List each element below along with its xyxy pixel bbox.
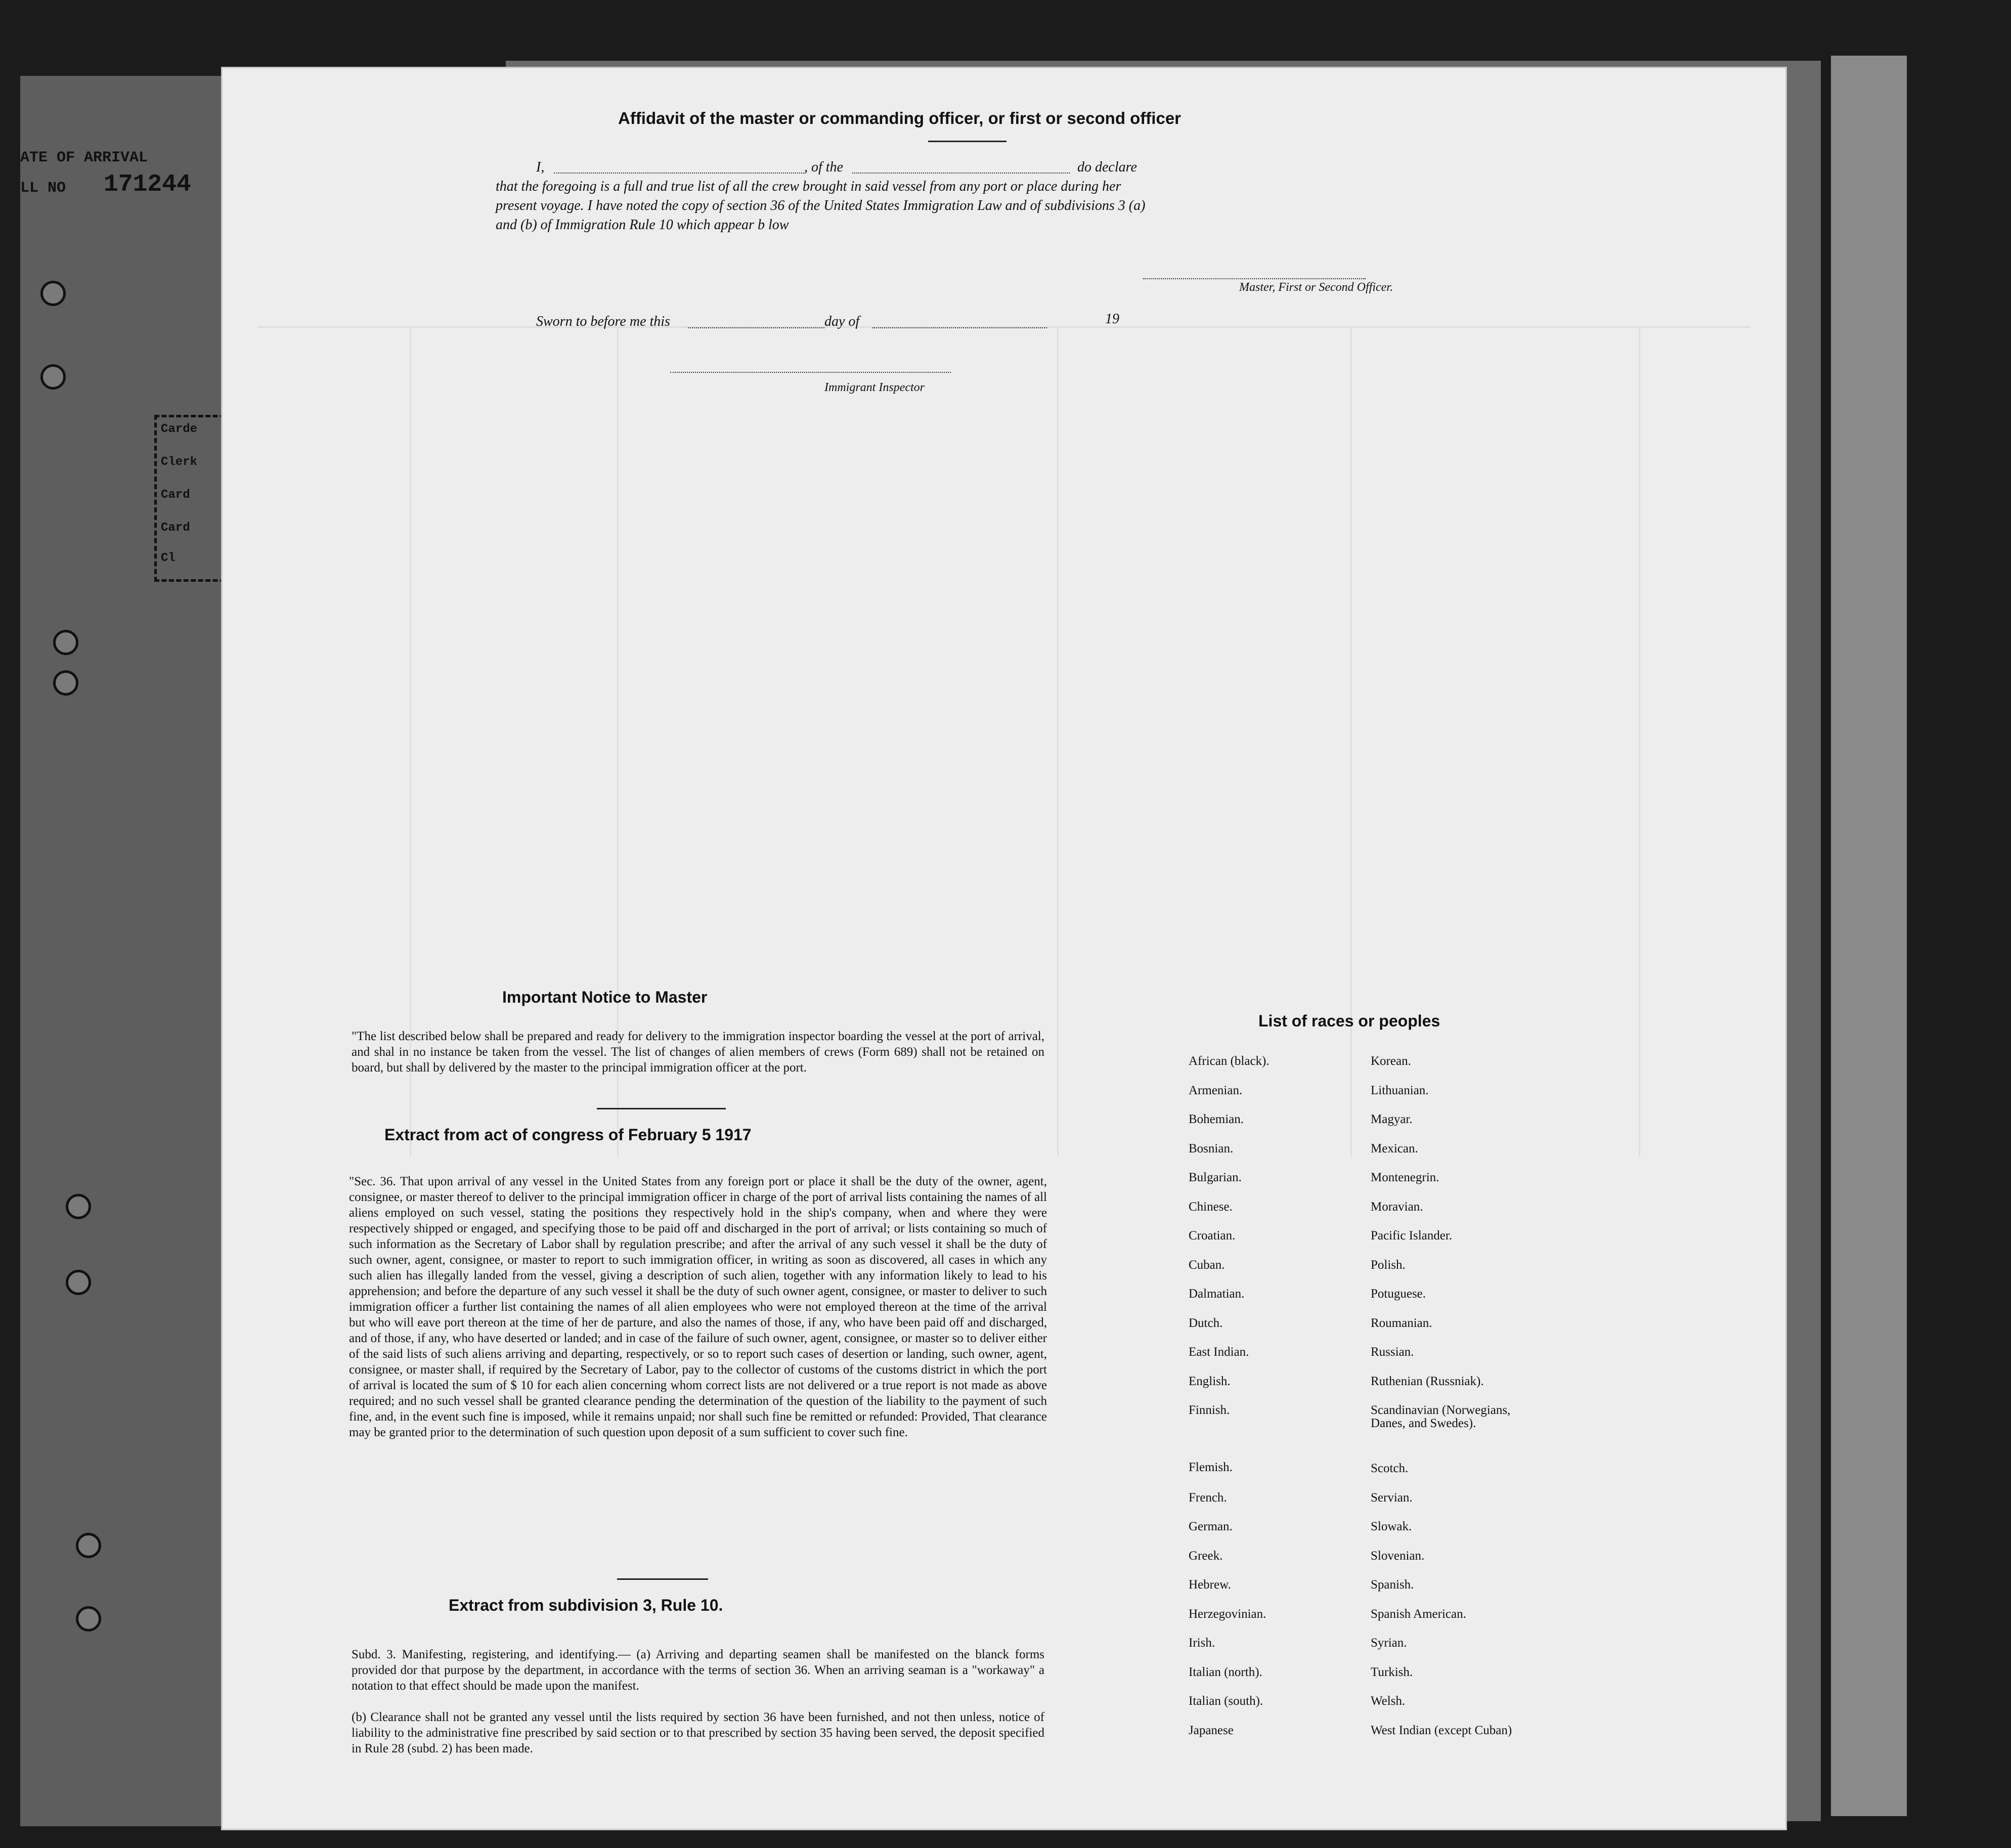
race-item: Chinese. — [1189, 1199, 1233, 1214]
sworn-prefix: Sworn to before me this — [536, 314, 670, 329]
extract-rule-para-a: Subd. 3. Manifesting, registering, and identifying.— (a) Arriving and departing seamen shall be manifested on the blanck forms provided dor that purpose by the department, in accordance with the terms of section 36. When an arriving seaman is a "workaway" a notation to that effect should be made upon the manifest. — [352, 1648, 1044, 1693]
stamp-line: Card — [161, 521, 190, 535]
ll-no-label: LL NO — [20, 180, 66, 197]
title-divider — [928, 141, 1007, 142]
vessel-blank[interactable] — [852, 173, 1070, 174]
race-item: Scandinavian (Norwegians, Danes, and Swedes). — [1371, 1403, 1511, 1430]
race-item: Bulgarian. — [1189, 1171, 1242, 1184]
stamp-line: Clerk — [161, 455, 198, 469]
race-item: Mexican. — [1371, 1141, 1418, 1155]
race-item: East Indian. — [1189, 1345, 1249, 1359]
extract-act-title: Extract from act of congress of February 5 1917 — [384, 1126, 752, 1144]
race-item: Syrian. — [1371, 1636, 1407, 1650]
sworn-day-of: day of — [824, 314, 860, 329]
race-item: Croatian. — [1189, 1229, 1236, 1242]
extract-rule-title: Extract from subdivision 3, Rule 10. — [449, 1596, 723, 1614]
race-item: Japanese — [1189, 1723, 1234, 1737]
races-title: List of races or peoples — [1258, 1012, 1440, 1030]
race-item: English. — [1189, 1374, 1231, 1388]
stamp-line: Cl — [161, 551, 176, 565]
sworn-month-blank[interactable] — [872, 327, 1047, 328]
extract-rule-para-b: (b) Clearance shall not be granted any vessel until the lists required by section 36 have been furnished, and not then unless, notice of liability to the administrative fine prescribed by said section or to that prescribed by section 35 having been served, the deposit specified in Rule 28 (subd. 2) has been made. — [352, 1710, 1044, 1755]
race-item: Finnish. — [1189, 1403, 1230, 1417]
binder-hole — [40, 364, 66, 390]
race-item: Polish. — [1371, 1258, 1406, 1272]
name-blank[interactable] — [554, 173, 804, 174]
bleed-through-rule — [1639, 326, 1640, 1156]
race-item: Bohemian. — [1189, 1112, 1244, 1126]
race-item: German. — [1189, 1520, 1233, 1533]
race-item: Russian. — [1371, 1345, 1414, 1359]
card-stamp — [154, 415, 225, 582]
section-divider — [617, 1578, 708, 1580]
extract-act-text: "Sec. 36. That upon arrival of any vessel in the United States from any foreign port or place it shall be the duty of the owner, agent, consignee, or master thereof to deliver to the principal immigration officer in charge of the port of arrival lists containing the names of all aliens employed on such vessel, stating the positions they respectively hold in the ship's company, when and where they were respectively shipped or engaged, and specifying those to be paid off and discharged in the port of arrival; or lists containing so much of such information as the Secretary of Labor shall by regulation prescribe; and after the arrival of any such vessel it shall be the duty of such owner, agent, consignee, or master to report to such immigration officer, in writing as soon as discovered, all cases in which any such alien has illegally landed from the vessel, giving a description of such alien, together with any information likely to lead to his apprehension; and before the departure of any such vessel it shall be the duty of such owner agent, consignee, or master to deliver to such immigration officer a further list containing the names of all alien employees who were not employed thereon at the time of the arrival but who will eave port thereon at the time of her de parture, and also the names of those, if any, who have been paid off and discharged, and of those, if any, who have deserted or landed; and in case of the failure of such owner, agent, consignee, or master so to deliver either of the said lists of such aliens arriving and departing, respectively, or so to report such cases of desertion or landing, such owner, agent, consignee, or master shall, if required by the Secretary of Labor, pay to the collector of customs of the customs district in which the port of arrival is located the sum of $ 10 for each alien concerning whom correct lists are not delivered or a true report is not made as above required; and no such vessel shall be granted clearance pending the determination of the question of the liability to the payment of such fine, and, in the event such fine is imposed, while it remains unpaid; nor shall such fine be remitted or refunded: Provided, That clearance may be granted prior to the determination of such question upon deposit of a sum sufficient to cover such fine. — [349, 1175, 1047, 1439]
important-notice-text: "The list described below shall be prepared and ready for delivery to the immigration inspector boarding the vessel at the port of arrival, and shal in no instance be taken from the vessel. The list of changes of alien members of crews (Form 689) shall not be retained on board, but shall by delivered by the master to the principal immigration officer at the port. — [352, 1029, 1044, 1075]
race-item: Herzegovinian. — [1189, 1607, 1266, 1621]
affidavit-line-2: that the foregoing is a full and true list of all the crew brought in said vessel from any port or place during her — [496, 179, 1121, 194]
affidavit-do-declare: do declare — [1077, 159, 1137, 175]
race-item: Montenegrin. — [1371, 1171, 1439, 1184]
bleed-through-rule — [1350, 326, 1352, 1156]
race-item: French. — [1189, 1490, 1227, 1505]
stamp-line: Card — [161, 488, 190, 502]
race-item: Ruthenian (Russniak). — [1371, 1374, 1484, 1388]
race-item: Bosnian. — [1189, 1141, 1234, 1155]
section-divider — [597, 1108, 726, 1109]
race-item: Magyar. — [1371, 1112, 1413, 1126]
affidavit-of-the: , of the — [804, 159, 843, 175]
race-item: Irish. — [1189, 1636, 1215, 1650]
race-item: Pacific Islander. — [1371, 1229, 1453, 1242]
race-item: Dalmatian. — [1189, 1287, 1245, 1301]
race-item: Lithuanian. — [1371, 1083, 1429, 1097]
race-item: Flemish. — [1189, 1460, 1233, 1474]
important-notice-title: Important Notice to Master — [502, 988, 708, 1006]
affidavit-title: Affidavit of the master or commanding officer, or first or second officer — [618, 109, 1182, 127]
binder-hole — [76, 1533, 101, 1558]
binder-hole — [53, 670, 78, 696]
race-item: Slowak. — [1371, 1520, 1412, 1533]
affidavit-i: I, — [536, 159, 545, 175]
race-item: African (black). — [1189, 1054, 1270, 1068]
race-item: Hebrew. — [1189, 1578, 1231, 1592]
race-item: Dutch. — [1189, 1316, 1223, 1330]
race-item: Slovenian. — [1371, 1549, 1425, 1563]
race-item: Roumanian. — [1371, 1316, 1432, 1330]
binder-hole — [66, 1194, 91, 1219]
arrival-label: ATE OF ARRIVAL — [20, 149, 148, 166]
ll-no-value: 171244 — [104, 171, 191, 198]
race-item: Spanish American. — [1371, 1607, 1466, 1621]
race-item: Korean. — [1371, 1054, 1411, 1068]
inspector-signature-line[interactable] — [670, 372, 951, 373]
binder-hole — [76, 1606, 101, 1631]
race-item: West Indian (except Cuban) — [1371, 1723, 1512, 1737]
race-item: Moravian. — [1371, 1199, 1423, 1214]
race-item: Turkish. — [1371, 1665, 1413, 1679]
binder-hole — [66, 1270, 91, 1295]
affidavit-line-4: and (b) of Immigration Rule 10 which appear b low — [496, 217, 789, 233]
race-item: Greek. — [1189, 1549, 1223, 1563]
master-signature-label: Master, First or Second Officer. — [1239, 281, 1393, 294]
race-item: Italian (north). — [1189, 1665, 1262, 1679]
binder-hole — [53, 630, 78, 655]
master-signature-line[interactable] — [1143, 278, 1366, 279]
race-item: Armenian. — [1189, 1083, 1243, 1097]
race-item: Welsh. — [1371, 1694, 1406, 1708]
binder-hole — [40, 281, 66, 306]
race-item: Servian. — [1371, 1490, 1413, 1505]
bleed-through-rule — [1057, 326, 1059, 1156]
races-list — [1189, 1055, 1553, 1743]
race-item: Spanish. — [1371, 1578, 1414, 1592]
sworn-year: 19 — [1105, 311, 1119, 327]
sworn-day-blank[interactable] — [688, 327, 824, 328]
sheet-edge-strip — [1831, 56, 1907, 1816]
race-item: Potuguese. — [1371, 1287, 1426, 1301]
inspector-label: Immigrant Inspector — [824, 381, 925, 394]
stamp-line: Carde — [161, 422, 198, 436]
race-item: Cuban. — [1189, 1258, 1225, 1272]
race-item: Scotch. — [1371, 1462, 1409, 1475]
race-item: Italian (south). — [1189, 1694, 1263, 1708]
affidavit-line-3: present voyage. I have noted the copy of section 36 of the United States Immigration Law and of subdivisions 3 (a) — [496, 198, 1146, 213]
